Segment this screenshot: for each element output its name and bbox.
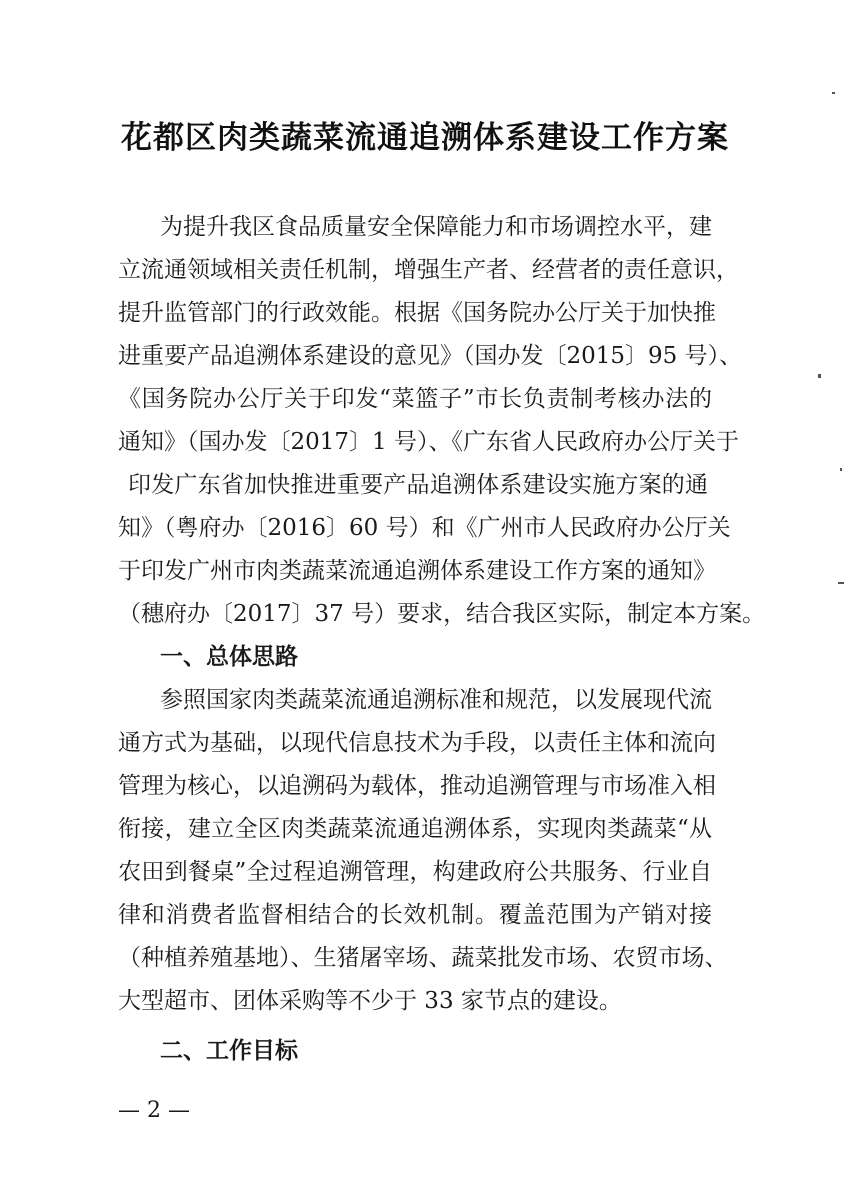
- scan-speck: [818, 374, 821, 378]
- paragraph-line: 管理为核心，以追溯码为载体，推动追溯管理与市场准入相: [118, 773, 716, 799]
- paragraph-line: 知》（粤府办〔2016〕60 号）和《广州市人民政府办公厅关: [118, 515, 731, 541]
- paragraph-line: 大型超市、团体采购等不少于 33 家节点的建设。: [118, 988, 622, 1014]
- paragraph-line: 《国务院办公厅关于印发“菜篮子”市长负责制考核办法的: [118, 386, 712, 412]
- section-heading: 二、工作目标: [160, 1038, 298, 1064]
- paragraph-line: （种植养殖基地）、生猪屠宰场、蔬菜批发市场、农贸市场、: [118, 945, 728, 971]
- paragraph-line: 通知》（国办发〔2017〕1 号）、《广东省人民政府办公厅关于: [118, 429, 739, 455]
- paragraph-line: 印发广东省加快推进重要产品追溯体系建设实施方案的通: [128, 472, 708, 498]
- section-heading: 一、总体思路: [160, 644, 298, 670]
- paragraph-line: 衔接，建立全区肉类蔬菜流通追溯体系，实现肉类蔬菜“从: [118, 816, 712, 842]
- scan-speck: [838, 582, 844, 584]
- paragraph-line: 通方式为基础，以现代信息技术为手段，以责任主体和流向: [118, 730, 716, 756]
- paragraph-line: 为提升我区食品质量安全保障能力和市场调控水平，建: [160, 214, 712, 240]
- paragraph-line: 进重要产品追溯体系建设的意见》（国办发〔2015〕95 号）、: [118, 343, 743, 369]
- page-number: — 2 —: [118, 1098, 190, 1123]
- paragraph-line: （穗府办〔2017〕37 号）要求，结合我区实际，制定本方案。: [118, 601, 766, 627]
- scan-speck: [832, 92, 835, 94]
- document-title: 花都区肉类蔬菜流通追溯体系建设工作方案: [121, 120, 729, 156]
- paragraph-line: 参照国家肉类蔬菜流通追溯标准和规范，以发展现代流: [160, 687, 712, 713]
- paragraph-line: 立流通领域相关责任机制，增强生产者、经营者的责任意识，: [118, 257, 739, 283]
- paragraph-line: 律和消费者监督相结合的长效机制。覆盖范围为产销对接: [118, 902, 712, 928]
- paragraph-line: 提升监管部门的行政效能。根据《国务院办公厅关于加快推: [118, 300, 716, 326]
- scan-speck: [840, 468, 842, 471]
- paragraph-line: 农田到餐桌”全过程追溯管理，构建政府公共服务、行业自: [118, 859, 712, 885]
- paragraph-line: 于印发广州市肉类蔬菜流通追溯体系建设工作方案的通知》: [118, 558, 716, 584]
